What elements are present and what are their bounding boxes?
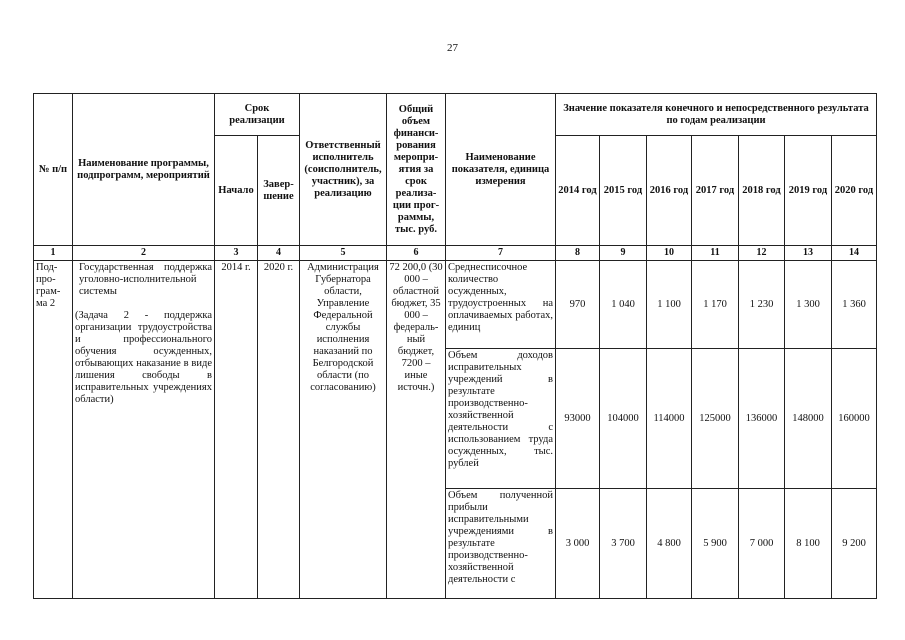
indicator-value: 7 000	[739, 489, 785, 599]
program-name-cell	[73, 261, 215, 599]
header-funding: Общий объем финанси-рования меропри-ятия за срок реализа-ции прог-раммы, тыс. руб.	[387, 94, 446, 246]
header-end: Завер-шение	[258, 136, 300, 246]
table-row	[34, 261, 877, 349]
indicator-value: 970	[556, 261, 600, 349]
column-number: 10	[647, 246, 692, 261]
indicator-value: 1 100	[647, 261, 692, 349]
program-title: Государственная поддержка уголовно-исполнительной системы	[79, 262, 212, 297]
header-year: 2017 год	[692, 136, 739, 246]
header-no: № п/п	[34, 94, 73, 246]
column-number: 13	[785, 246, 832, 261]
header-indicator: Наименование показателя, единица измерения	[446, 94, 556, 246]
header-values: Значение показателя конечного и непосредственного результата по годам реализации	[556, 94, 877, 136]
column-number: 6	[387, 246, 446, 261]
indicator-value: 160000	[832, 349, 877, 489]
indicator-value: 114000	[647, 349, 692, 489]
column-number: 9	[600, 246, 647, 261]
row-number: Под-про-грам-ма 2	[34, 261, 73, 599]
start-year: 2014 г.	[215, 261, 258, 599]
indicator-value: 1 040	[600, 261, 647, 349]
indicator-value: 1 300	[785, 261, 832, 349]
indicator-value: 136000	[739, 349, 785, 489]
program-task: (Задача 2 - поддержка организации трудоустройства и профессионального обучения осужденных, отбывающих наказание в виде лишения свободы в исправительных учреждениях области)	[75, 310, 212, 405]
header-start: Начало	[215, 136, 258, 246]
column-number: 8	[556, 246, 600, 261]
header-period: Срок реализации	[215, 94, 300, 136]
indicator-name: Объем доходов исправительных учреждений в результате производственно-хозяйственной деятельности с использованием труда осужденных, тыс. рублей	[446, 349, 556, 489]
header-year: 2016 год	[647, 136, 692, 246]
column-number: 11	[692, 246, 739, 261]
indicator-value: 1 360	[832, 261, 877, 349]
indicator-value: 9 200	[832, 489, 877, 599]
executor: Администрация Губернатора области, Управление Федеральной службы исполнения наказаний по Белгородской области (по согласованию)	[300, 261, 387, 599]
column-number: 4	[258, 246, 300, 261]
column-number: 2	[73, 246, 215, 261]
indicator-value: 3 000	[556, 489, 600, 599]
header-name: Наименование программы, подпрограмм, мероприятий	[73, 94, 215, 246]
indicator-value: 125000	[692, 349, 739, 489]
column-number: 7	[446, 246, 556, 261]
indicator-value: 148000	[785, 349, 832, 489]
header-year: 2020 год	[832, 136, 877, 246]
header-executor: Ответственный исполнитель (соисполнитель, участник), за реализацию	[300, 94, 387, 246]
indicator-value: 3 700	[600, 489, 647, 599]
indicator-value: 1 170	[692, 261, 739, 349]
header-year: 2014 год	[556, 136, 600, 246]
indicator-name: Среднесписочное количество осужденных, трудоустроенных на оплачиваемых работах, единиц	[446, 261, 556, 349]
indicator-value: 104000	[600, 349, 647, 489]
column-number: 1	[34, 246, 73, 261]
indicator-value: 8 100	[785, 489, 832, 599]
header-year: 2019 год	[785, 136, 832, 246]
column-number: 12	[739, 246, 785, 261]
indicator-value: 93000	[556, 349, 600, 489]
indicator-value: 5 900	[692, 489, 739, 599]
column-number-row	[34, 246, 877, 261]
program-table	[33, 93, 877, 599]
indicator-value: 4 800	[647, 489, 692, 599]
header-year: 2018 год	[739, 136, 785, 246]
column-number: 14	[832, 246, 877, 261]
column-number: 3	[215, 246, 258, 261]
indicator-value: 1 230	[739, 261, 785, 349]
header-year: 2015 год	[600, 136, 647, 246]
indicator-name: Объем полученной прибыли исправительными учреждениями в результате производственно-хозяйственной деятельности с	[446, 489, 556, 599]
funding: 72 200,0 (30 000 – областной бюджет, 35 000 – федераль-ный бюджет, 7200 – иные источн.)	[387, 261, 446, 599]
page-number: 27	[447, 42, 458, 54]
column-number: 5	[300, 246, 387, 261]
end-year: 2020 г.	[258, 261, 300, 599]
